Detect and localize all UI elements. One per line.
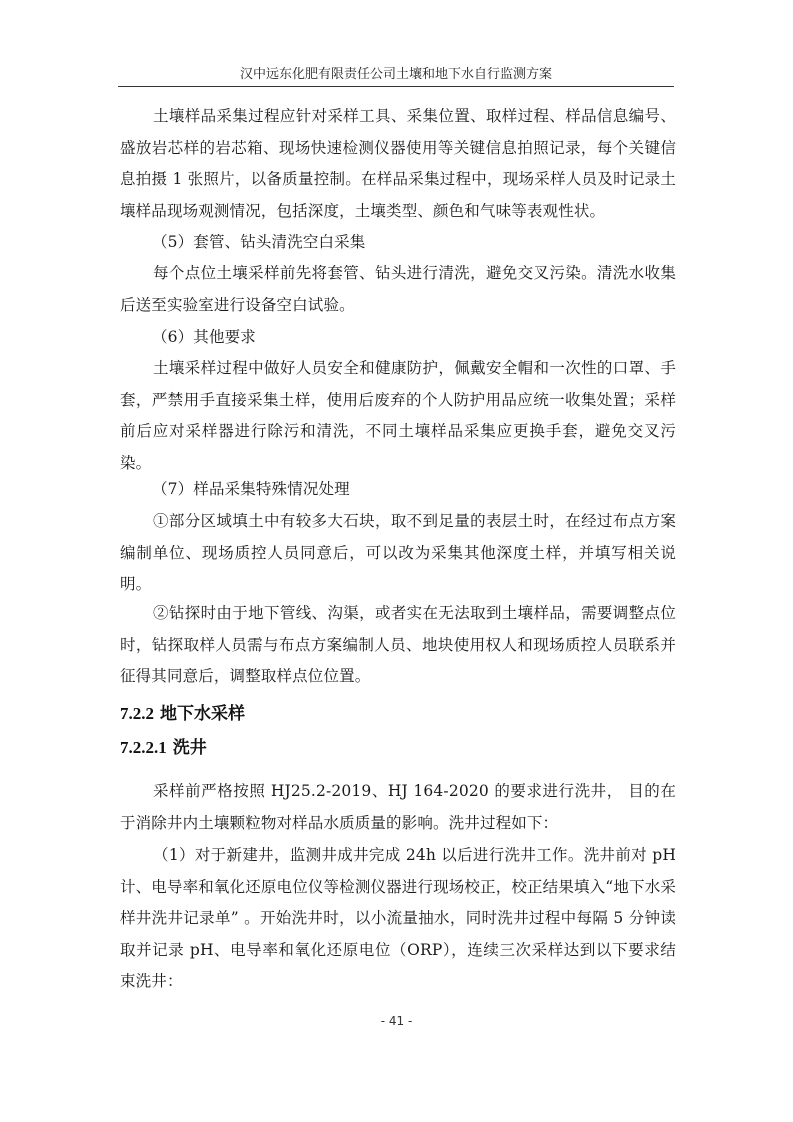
item-6-title: （6）其他要求 xyxy=(152,328,256,346)
paragraph-other-requirements: 土壤采样过程中做好人员安全和健康防护，佩戴安全帽和一次性的口罩、手套，严禁用手直接采集土样，使用后废弃的个人防护用品应统一收集处置；采样前后应对采样器进行除污和清洗，不同土壤样品采集应更换手套，避免交叉污染。 xyxy=(120,359,676,472)
header-rule xyxy=(118,86,674,87)
page-number: - 41 - xyxy=(380,1014,413,1028)
section-title: 地下水采样 xyxy=(160,704,245,724)
paragraph-special-case-2: ②钻探时由于地下管线、沟渠，或者实在无法取到土壤样品，需要调整点位时，钻探取样人员需与布点方案编制人员、地块使用权人和现场质控人员联系并征得其同意后，调整取样点位位置。 xyxy=(120,604,676,685)
section-heading-7-2-2 xyxy=(120,703,245,725)
header-title: 汉中远东化肥有限责任公司土壤和地下水自行监测方案 xyxy=(239,67,552,82)
paragraph-well-washing-step-1: （1）对于新建井，监测井成井完成 24h 以后进行洗井工作。洗井前对 pH 计、电导率和氧化还原电位仪等检测仪器进行现场校正，校正结果填入“地下水采样井洗井记录单” 。开始洗井时，以小流量抽水，同时洗井过程中每隔 5 分钟读取并记录 pH、电导率和氧化还原电位（ORP），连续三次采样达到以下要求结束洗井： xyxy=(120,846,676,990)
item-5-title: （5）套管、钻头清洗空白采集 xyxy=(152,233,366,251)
paragraph-well-washing-intro: 采样前严格按照 HJ25.2-2019、HJ 164-2020 的要求进行洗井， 目的在于消除井内土壤颗粒物对样品水质质量的影响。洗井过程如下： xyxy=(120,782,676,832)
section-title: 洗井 xyxy=(172,738,207,758)
item-7-title: （7）样品采集特殊情况处理 xyxy=(152,480,350,498)
paragraph-blank-sampling: 每个点位土壤采样前先将套管、钻头进行清洗，避免交叉污染。清洗水收集后送至实验室进行设备空白试验。 xyxy=(120,264,676,314)
section-number: 7.2.2.1 xyxy=(120,738,167,757)
section-heading-7-2-2-1 xyxy=(120,737,207,759)
paragraph-special-case-1: ①部分区域填土中有较多大石块，取不到足量的表层土时，在经过布点方案编制单位、现场质控人员同意后，可以改为采集其他深度土样，并填写相关说明。 xyxy=(120,512,676,593)
section-number: 7.2.2 xyxy=(120,704,154,723)
paragraph-photo-records: 土壤样品采集过程应针对采样工具、采集位置、取样过程、样品信息编号、盛放岩芯样的岩芯箱、现场快速检测仪器使用等关键信息拍照记录，每个关键信息拍摄 1 张照片，以备质量控制。在样品采集过程中，现场采样人员及时记录土壤样品现场观测情况，包括深度，土壤类型、颜色和气味等表观性状。 xyxy=(120,107,676,220)
